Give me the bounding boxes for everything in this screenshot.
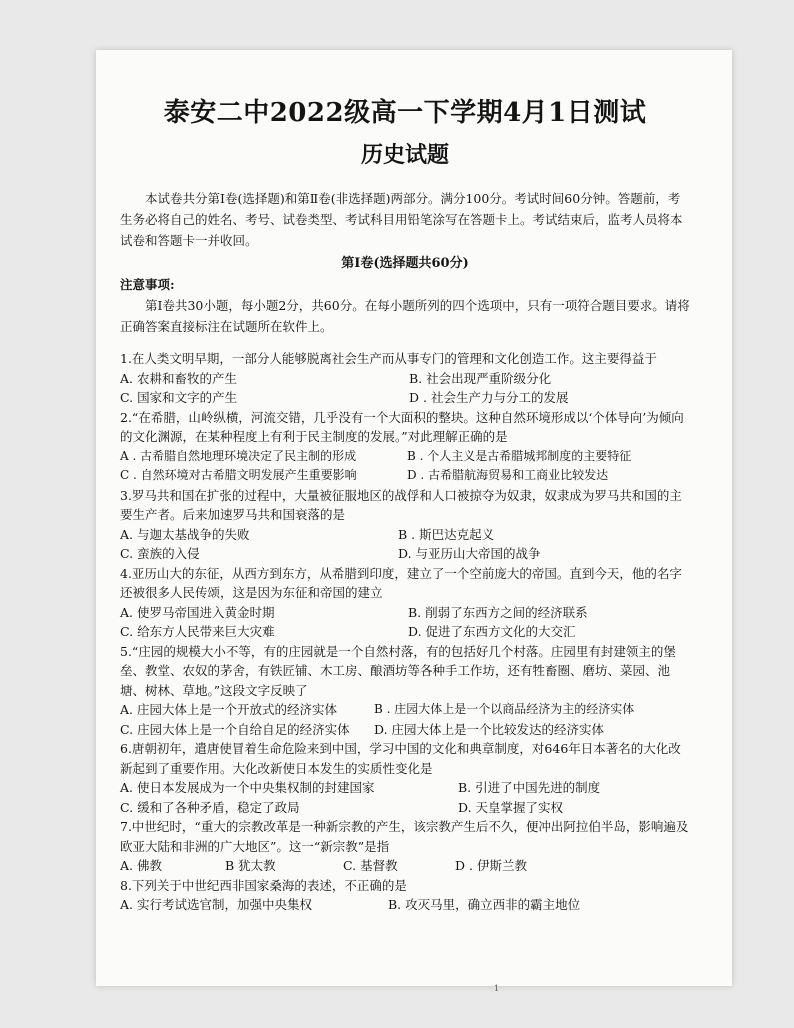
question-stem: 5.“庄园的规模大小不等，有的庄园就是一个自然村落，有的包括好几个村落。庄园里有封建领主的堡垒、教堂、农奴的茅舍，有铁匠铺、木工房、酿酒坊等各种手工作坊，还有牲畜圈、磨坊、菜园、池塘、树林、草地。”这段文字反映了 [120, 643, 676, 698]
option-a: A. 实行考试选官制，加强中央集权 [120, 897, 312, 912]
option-c: C. 给东方人民带来巨大灾难 [120, 624, 275, 639]
option-group [120, 856, 690, 876]
question-stem: 7.中世纪时，“重大的宗教改革是一种新宗教的产生，该宗教产生后不久，便冲出阿拉伯半岛，影响遍及欧亚大陆和非洲的广大地区”。这一“新宗教”是指 [120, 819, 689, 854]
option-a: A. 农耕和畜牧的产生 [120, 370, 237, 386]
option-a: A. 庄园大体上是一个开放式的经济实体 [120, 702, 337, 717]
option-b: B . 个人主义是古希腊城邦制度的主要特征 [407, 448, 632, 463]
option-a: A . 古希腊自然地理环境决定了民主制的形成 [120, 448, 357, 463]
option-c: C. 基督教 [343, 858, 398, 873]
question-8 [120, 876, 690, 915]
option-group [120, 778, 690, 817]
option-group [120, 700, 690, 739]
question-2 [120, 408, 690, 486]
option-c: C . 自然环境对古希腊文明发展产生重要影响 [120, 468, 357, 482]
question-6 [120, 739, 690, 817]
option-group [120, 525, 690, 564]
option-b: B. 攻灭马里，确立西非的霸主地位 [388, 897, 581, 912]
option-c: C. 国家和文字的产生 [120, 390, 238, 405]
option-group [120, 895, 690, 915]
option-a: A. 使罗马帝国进入黄金时期 [120, 604, 275, 620]
question-stem: 6.唐朝初年，遣唐使冒着生命危险来到中国，学习中国的文化和典章制度，对646年日本著名的大化改新起到了重要作用。大化改新使日本发生的实质性变化是 [120, 741, 681, 776]
exam-instructions: 本试卷共分第Ⅰ卷(选择题)和第Ⅱ卷(非选择题)两部分。满分100分。考试时间60分钟。答题前，考生务必将自己的姓名、考号、试卷类型、考试科目用铅笔涂写在答题卡上。考试结束后，监考人员将本试卷和答题卡一并收回。 [120, 191, 683, 248]
option-d: D. 与亚历山大帝国的战争 [398, 546, 541, 561]
option-d: D. 庄园大体上是一个比较发达的经济实体 [374, 721, 605, 737]
question-stem: 1.在人类文明早期，一部分人能够脱离社会生产而从事专门的管理和文化创造工作。这主要得益于 [120, 351, 657, 366]
question-3 [120, 486, 690, 564]
option-c: C. 庄园大体上是一个自给自足的经济实体 [120, 721, 350, 737]
option-b: B. 削弱了东西方之间的经济联系 [408, 604, 588, 620]
page-number: 1 [494, 984, 500, 993]
part1-heading: 第Ⅰ卷(选择题共60分) [341, 256, 469, 271]
question-stem: 3.罗马共和国在扩张的过程中，大量被征服地区的战俘和人口被掠夺为奴隶，奴隶成为罗马共和国的主要生产者。后来加速罗马共和国衰落的是 [120, 487, 682, 522]
question-4 [120, 564, 690, 642]
option-b: B. 引进了中国先进的制度 [458, 780, 601, 795]
question-1 [120, 349, 690, 408]
question-stem: 2.“在希腊，山岭纵横，河流交错，几乎没有一个大面积的整块。这种自然环境形成以‘个体导向’为倾向的文化渊源，在某种程度上有利于民主制度的发展。”对此理解正确的是 [120, 409, 684, 444]
option-b: B. 社会出现严重阶级分化 [409, 370, 552, 386]
option-a: A. 佛教 [120, 858, 162, 873]
question-list [120, 349, 690, 915]
option-d: D. 天皇掌握了实权 [458, 799, 564, 815]
option-group [120, 369, 690, 408]
option-b: B . 庄园大体上是一个以商品经济为主的经济实体 [374, 702, 635, 716]
option-d: D . 古希腊航海贸易和工商业比较发达 [407, 468, 609, 482]
notes-body: 第Ⅰ卷共30小题，每小题2分，共60分。在每小题所列的四个选项中，只有一项符合题目要求。请将正确答案直接标注在试题所在软件上。 [120, 298, 690, 334]
exam-title: 泰安二中2022级高一下学期4月1日测试 [163, 98, 647, 128]
option-d: D. 促进了东西方文化的大交汇 [408, 624, 576, 639]
question-5 [120, 642, 690, 740]
option-c: C. 缓和了各种矛盾，稳定了政局 [120, 799, 300, 815]
question-7 [120, 817, 690, 876]
option-d: D . 伊斯兰教 [455, 858, 527, 873]
question-stem: 4.亚历山大的东征，从西方到东方，从希腊到印度，建立了一个空前庞大的帝国。直到今天，他的名字还被很多人民传颂，这是因为东征和帝国的建立 [120, 565, 682, 600]
option-a: A. 与迦太基战争的失败 [120, 526, 250, 542]
option-b: B . 斯巴达克起义 [398, 526, 495, 542]
question-stem: 8.下列关于中世纪西非国家桑海的表述，不正确的是 [120, 877, 407, 893]
option-c: C. 蛮族的入侵 [120, 546, 200, 561]
option-group [120, 447, 690, 486]
option-a: A. 使日本发展成为一个中央集权制的封建国家 [120, 780, 375, 795]
option-b: B 犹太教 [225, 858, 276, 873]
option-d: D . 社会生产力与分工的发展 [409, 390, 569, 405]
exam-content [120, 96, 690, 915]
option-group [120, 603, 690, 642]
exam-subject: 历史试题 [360, 142, 449, 168]
notes-heading: 注意事项: [120, 277, 175, 292]
